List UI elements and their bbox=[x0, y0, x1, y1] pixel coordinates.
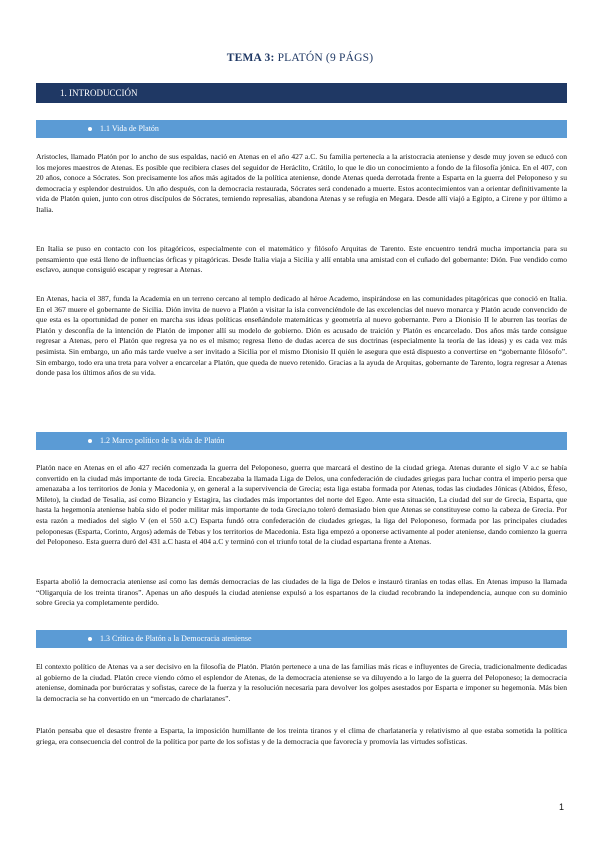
paragraph: Aristocles, llamado Platón por lo ancho de sus espaldas, nació en Atenas en el año 427 a.C. Su familia pertenecía a la aristocracia ateniense y desde muy joven se educó con los mejores maestros de Atenas. Es posible que recibiera clases del seguidor de Heráclito, Crátilo, lo que le dio un conocimiento a fondo de la filosofía jónica. En el 407, con 20 años, conoce a Sócrates. Son precisamente los años más agitados de la política ateniense, donde Atenas queda derrotada frente a Esparta en la guerra del Peloponeso y su democracia y esplendor destruidos. Un año después, con la democracia restaurada, Sócrates será condenado a muerte. Estos acontecimientos van a orientar definitivamente la vida de Platón quien, junto con otros discípulos de Sócrates, temiendo represalias, abandona Atenas y se refugia en Megara. Desde allí viajó a Egipto, a Cirene y por último a Italia. bbox=[36, 152, 567, 214]
page-number: 1 bbox=[558, 802, 564, 812]
subsection-heading-label: 1.1 Vida de Platón bbox=[100, 124, 159, 133]
paragraph: El contexto político de Atenas va a ser decisivo en la filosofía de Platón. Platón pertenece a una de las familias más ricas e influyentes de Grecia, tradicionalmente dedicadas al gobierno de la ciudad. Platón crece viendo cómo el esplendor de Atenas, de la democracia ateniense se va diluyendo a lo largo de la guerra del Peloponeso; la democracia ateniense, dominada por burócratas y sofistas, carece de la fuerza y la resolución necesaria para devolver los golpes asestados por Esparta e imponer su hegemonía. Más bien la democracia se ha convertido en un “mercado de charlatanes”. bbox=[36, 662, 567, 703]
paragraph: En Atenas, hacia el 387, funda la Academia en un terreno cercano al templo dedicado al héroe Academo, inspirándose en las comunidades pitagóricas que conoció en Italia. En el 367 muere el gobernante de Sicilia. Dión invita de nuevo a Platón a visitar la isla convenciéndole de las excelencias del nuevo monarca y Platón acude convencido de que esta es la oportunidad de poner en marcha sus ideas políticas enseñándole matemáticas y geometría al nuevo gobernante. Pero a Dionisio II le aburren las teorías de Platón y desconfía de la intención de Platón de imponer allí su modelo de gobierno. Dión es acusado de traición y Platón es encarcelado. Dos años más tarde consigue regresar a Atenas, pero el Platón que regresa ya no es el mismo; regresa lleno de dudas acerca de sus doctrinas (especialmente la teoría de las ideas) y es cada vez más pesimista. Sin embargo, un año más tarde vuelve a ser invitado a Sicilia por el mismo Dionisio II quién le asegura que está dispuesto a convertirse en “gobernante filósofo”. Sin embargo, todo era una treta para volver a encarcelar a Platón, que queda de nuevo retenido. Gracias a la ayuda de Arquitas, gobernante de Tarento, logra regresar a Atenas donde pasa los últimos años de su vida. bbox=[36, 294, 567, 378]
bullet-icon bbox=[88, 637, 92, 641]
subsection-heading-label: 1.2 Marco político de la vida de Platón bbox=[100, 436, 225, 445]
document-title bbox=[0, 52, 600, 64]
title-bold: TEMA 3: bbox=[226, 52, 275, 64]
subsection-heading bbox=[36, 432, 567, 450]
paragraph: Esparta abolió la democracia ateniense así como las demás democracias de las ciudades de la liga de Delos e instauró tiranías en todas ellas. En Atenas impuso la llamada “Oligarquía de los treinta tiranos”. Apenas un año después la ciudad ateniense expulsó a los espartanos de la ciudad recobrando la independencia, aunque con su dominio sobre Grecia ya completamente perdido. bbox=[36, 577, 567, 608]
bullet-icon bbox=[88, 127, 92, 131]
section-heading: 1. INTRODUCCIÓN bbox=[36, 83, 567, 103]
paragraph: Platón pensaba que el desastre frente a Esparta, la imposición humillante de los treinta tiranos y el clima de charlatanería y relativismo al que estaba sometida la política griega, era consecuencia del control de la política por parte de los sofistas y de la democracia que favorecía y promovía las virtudes sofísticas. bbox=[36, 726, 567, 746]
subsection-heading bbox=[36, 120, 567, 138]
title-rest: PLATÓN (9 PÁGS) bbox=[274, 52, 374, 64]
subsection-heading bbox=[36, 630, 567, 648]
paragraph: En Italia se puso en contacto con los pitagóricos, especialmente con el matemático y filósofo Arquitas de Tarento. Este encuentro tendrá mucha importancia para su pensamiento que está lleno de influencias órficas y pitagóricas. Desde Italia viaja a Sicilia y allí entabla una amistad con el cuñado del gobernante: Dión. Fue vendido como esclavo, aunque consiguió escapar y regresar a Atenas. bbox=[36, 244, 567, 275]
subsection-heading-label: 1.3 Crítica de Platón a la Democracia ateniense bbox=[100, 634, 252, 643]
paragraph: Platón nace en Atenas en el año 427 recién comenzada la guerra del Peloponeso, guerra que marcará el destino de la ciudad griega. Atenas durante el siglo V a.c se había convertido en la ciudad más importante de toda Grecia. Encabezaba la llamada Liga de Delos, una confederación de ciudades griegas para luchar contra el imperio persa que amenazaba a los territorios de Jonia y Macedonia y, en general a la supervivencia de Grecia; esta liga estaba formada por Atenas, todas las ciudades Jónicas (Abidos, Éfeso, Mileto), la ciudad de Tesalia, así como Bizancio y Estagira, las ciudades más importantes del norte del Egeo. Ante esta situación, La ciudad del sur de Grecia, Esparta, que hasta la hegemonía ateniense había sido el poder militar más importante de toda Grecia,no toleró demasiado bien que Atenas se constituyese como la cabeza de Grecia. Por esta razón a mediados del siglo V (en el 550 a.C) Esparta fundó otra confederación de ciudades griegas, la liga del Peloponeso, formada por las principales ciudades peloponesas (Esparta, Corinto, Argos) además de Tebas y los territorios de Macedonia. Esta liga empezó a oponerse activamente al poder ateniense, dando comienzo la guerra del Peloponeso. Esta guerra duró del 431 a.C hasta el 404 a.C y terminó con el triunfo total de la ciudad espartana frente a Atenas. bbox=[36, 463, 567, 547]
bullet-icon bbox=[88, 439, 92, 443]
